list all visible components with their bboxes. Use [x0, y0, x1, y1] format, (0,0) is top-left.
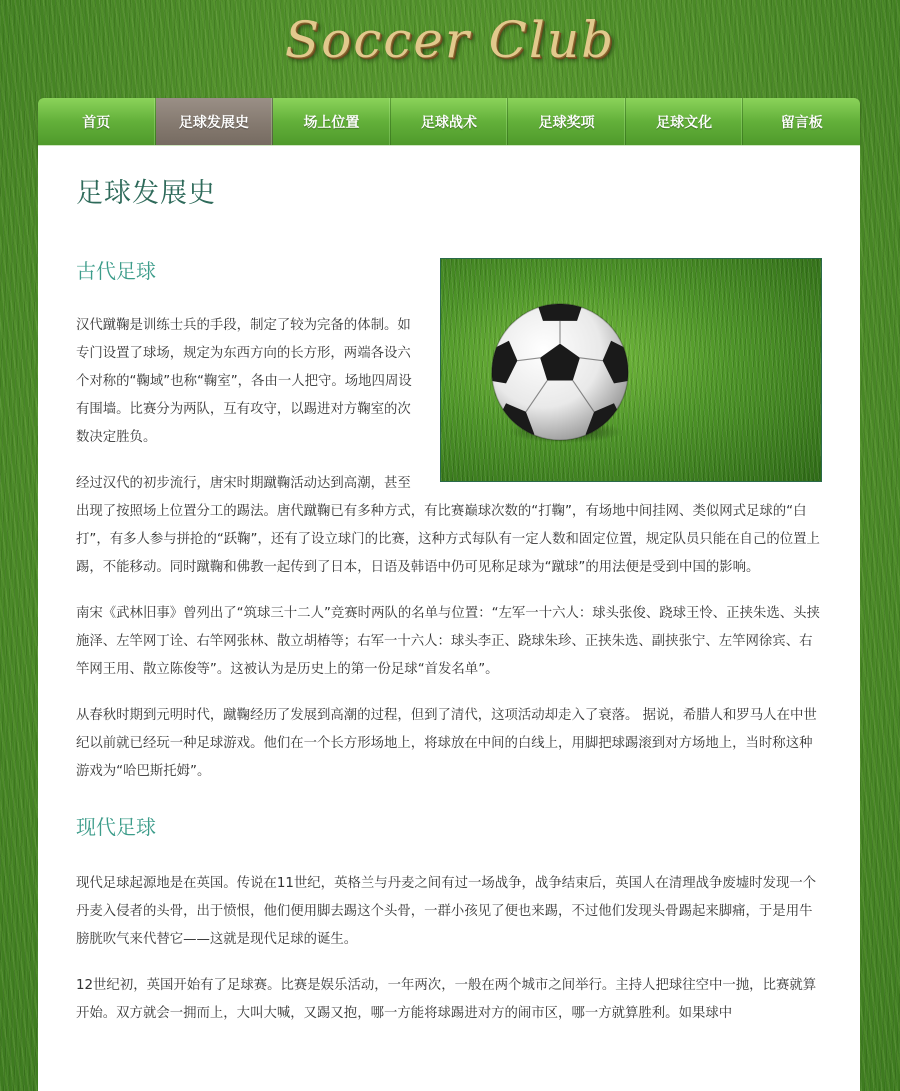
site-logo[interactable]: Soccer Club	[284, 11, 616, 69]
paragraph-ancient-3: 南宋《武林旧事》曾列出了“筑球三十二人”竞赛时两队的名单与位置：“左军一十六人：球头张俊、跷球王怜、正挟朱选、头挟施泽、左竿网丁诠、右竿网张林、散立胡椿等；右军一十六人：球头李正、跷球朱珍、正挟朱选、副挟张宁、左竿网徐宾、右竿网王用、散立陈俊等”。这被认为是历史上的第一份足球“首发名单”。	[76, 606, 820, 677]
section-title-ancient: 古代足球	[76, 259, 156, 283]
paragraph-modern-2: 12世纪初，英国开始有了足球赛。比赛是娱乐活动，一年两次，一般在两个城市之间举行。主持人把球往空中一抛，比赛就算开始。双方就会一拥而上，大叫大喊，又踢又抱，哪一方能将球踢进对方的闹市区，哪一方就算胜利。如果球中	[76, 978, 817, 1021]
paragraph-ancient-2: 经过汉代的初步流行，唐宋时期蹴鞠活动达到高潮，甚至出现了按照场上位置分工的踢法。唐代蹴鞠已有多种方式，有比赛巅球次数的“打鞠”，有场地中间挂网、类似网式足球的“白打”，有多人参与拼抢的“跃鞠”，还有了设立球门的比赛，这种方式每队有一定人数和固定位置，规定队员只能在自己的位置上踢，不能移动。同时蹴鞠和佛教一起传到了日本，日语及韩语中仍可见称足球为“蹴球”的用法便是受到中国的影响。	[76, 476, 820, 575]
soccer-ball-image	[440, 258, 822, 482]
nav-item-culture[interactable]: 足球文化	[626, 98, 744, 145]
paragraph-ancient-1: 汉代蹴鞠是训练士兵的手段，制定了较为完备的体制。如专门设置了球场，规定为东西方向的长方形，两端各设六个对称的“鞠域”也称“鞠室”，各由一人把守。场地四周设有围墙。比赛分为两队，互有攻守，以踢进对方鞠室的次数决定胜负。	[76, 318, 412, 445]
page-title: 足球发展史	[76, 178, 216, 209]
main-nav	[38, 98, 860, 145]
nav-item-guestbook[interactable]: 留言板	[780, 114, 823, 131]
content-panel	[38, 145, 860, 1091]
nav-item-positions[interactable]: 场上位置	[273, 98, 391, 145]
nav-item-history[interactable]: 足球发展史	[156, 98, 274, 145]
nav-item-tactics[interactable]: 足球战术	[391, 98, 509, 145]
section-title-modern: 现代足球	[76, 815, 156, 839]
nav-item-awards[interactable]: 足球奖项	[508, 98, 626, 145]
paragraph-modern-1: 现代足球起源地是在英国。传说在11世纪，英格兰与丹麦之间有过一场战争，战争结束后，英国人在清理战争废墟时发现一个丹麦入侵者的头骨，出于愤恨，他们便用脚去踢这个头骨，一群小孩见了便也来踢，不过他们发现头骨踢起来脚痛，于是用牛膀胱吹气来代替它——这就是现代足球的诞生。	[76, 876, 817, 947]
paragraph-ancient-4: 从春秋时期到元明时代，蹴鞠经历了发展到高潮的过程，但到了清代，这项活动却走入了衰落。 据说，希腊人和罗马人在中世纪以前就已经玩一种足球游戏。他们在一个长方形场地上，将球放在中间的白线上，用脚把球踢滚到对方场地上，当时称这种游戏为“哈巴斯托姆”。	[76, 708, 817, 779]
soccer-ball-icon	[489, 301, 631, 443]
nav-item-home[interactable]: 首页	[38, 98, 156, 145]
